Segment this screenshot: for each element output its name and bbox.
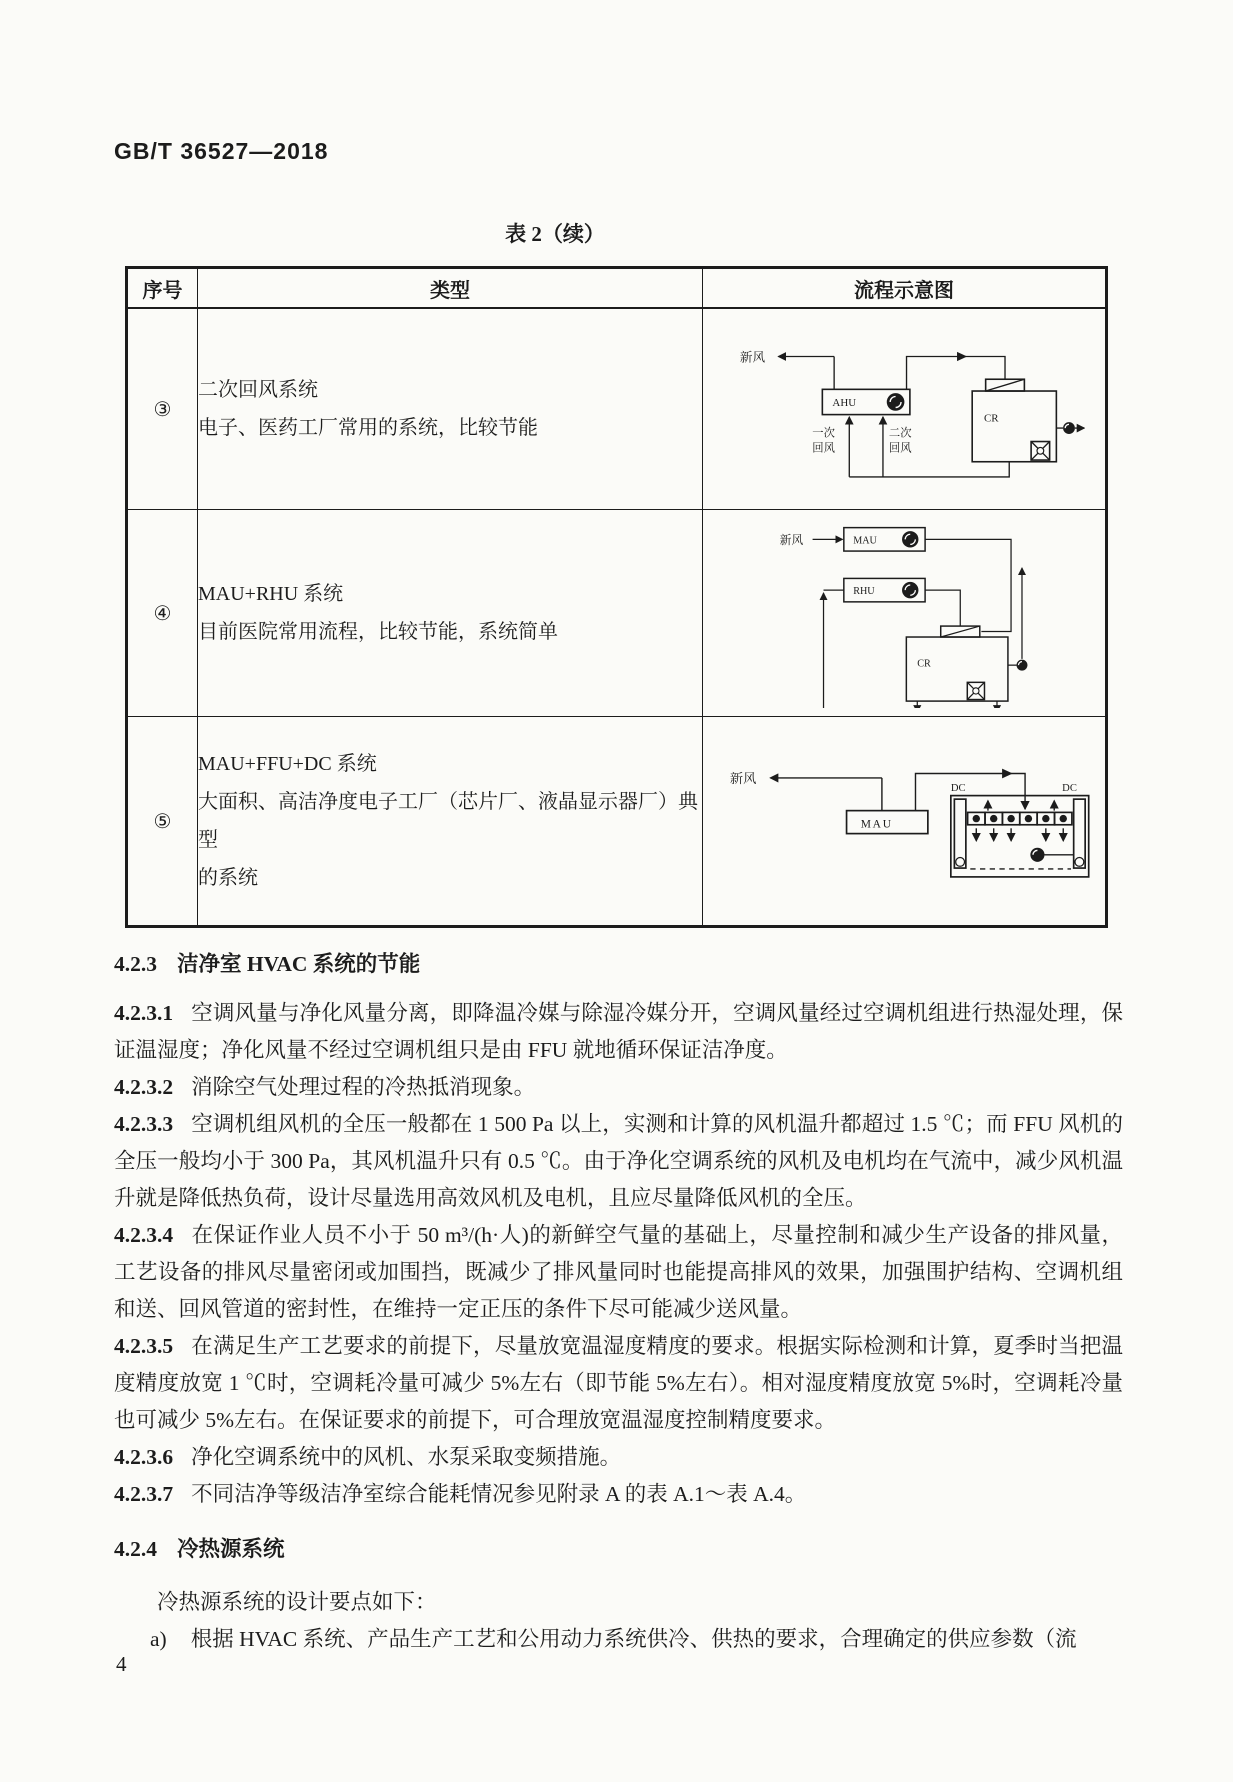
clause-4-2-3-2 [114,1069,1123,1106]
axial-fan-icon [1031,441,1050,460]
dry-coil-label-left: DC [950,783,966,795]
clause-number: 4.2.3.3 [114,1112,174,1136]
diagram-cell [703,717,1107,927]
standard-code: GB/T 36527—2018 [114,138,329,164]
row-number: ⑤ [127,717,198,927]
clause-heading-4-2-4 [114,1531,1123,1568]
clause-heading-4-2-3 [114,946,1123,983]
fan-icon [902,531,918,547]
primary-return-label-line2: 回风 [812,442,835,455]
mau-ffu-dc-diagram [714,747,1094,888]
table-header-row [127,268,1107,309]
clause-title: 冷热源系统 [177,1537,285,1561]
cleanroom-label: CR [917,659,931,671]
table-row [127,510,1107,717]
type-cell [198,510,703,717]
clause-4-2-3-7 [114,1476,1123,1513]
fan-icon [887,393,905,411]
primary-return-label-line1: 一次 [812,427,835,440]
clause-4-2-3-4 [114,1217,1123,1328]
clause-text: 消除空气处理过程的冷热抵消现象。 [191,1075,536,1099]
clause-number: 4.2.4 [114,1537,157,1561]
type-title: 二次回风系统 [198,379,318,401]
column-header-flow-diagram: 流程示意图 [703,268,1107,309]
clause-text: 净化空调系统中的风机、水泵采取变频措施。 [191,1445,622,1469]
clause-4-2-3-5 [114,1328,1123,1439]
exhaust-fan-icon [1017,660,1028,671]
clause-4-2-3-1 [114,995,1123,1069]
type-desc: 电子、医药工厂常用的系统，比较节能 [198,417,538,439]
duct-lines [779,356,1085,476]
system-type-table [125,266,1108,928]
row-number: ③ [127,308,198,510]
type-desc: 目前医院常用流程，比较节能，系统简单 [198,621,558,643]
type-title: MAU+FFU+DC 系统 [198,753,377,775]
recirculation-fan-icon [1030,848,1044,862]
ahu-label: AHU [832,396,857,409]
clause-number: 4.2.3.7 [114,1482,174,1506]
intro-line: 冷热源系统的设计要点如下： [157,1590,437,1614]
type-title: MAU+RHU 系统 [198,583,344,605]
table-row [127,308,1107,510]
exhaust-fan-icon [1063,422,1075,434]
fresh-air-label: 新风 [729,771,757,787]
cleanroom-label: CR [983,412,999,425]
clause-text: 空调机组风机的全压一般都在 1 500 Pa 以上，实测和计算的风机温升都超过 1.5 ℃；而 FFU 风机的全压一般均小于 300 Pa，其风机温升只有 0.5 ℃。由于净化空调系统的风机及电机均在气流中，减少风机温升就是降低热负荷，设计尽量选用高效风机及电机，且应尽量降低风机的全压。 [114,1112,1123,1210]
type-desc: 的系统 [198,867,258,889]
flow-arrow [957,352,967,361]
list-item-a [114,1621,1123,1658]
body-text [114,946,1123,1658]
table-row [127,717,1107,927]
type-desc: 大面积、高洁净度电子工厂（芯片厂、液晶显示器厂）典型 [198,791,698,851]
clause-number: 4.2.3.5 [114,1334,174,1358]
filter-icon [986,379,1025,391]
clause-text: 空调风量与净化风量分离，即降温冷媒与除湿冷媒分开，空调风量经过空调机组进行热湿处理，保证温湿度；净化风量不经过空调机组只是由 FFU 就地循环保证洁净度。 [114,1001,1123,1062]
dry-coil-label-right: DC [1062,783,1077,795]
page-number: 4 [116,1652,127,1676]
clause-text: 不同洁净等级洁净室综合能耗情况参见附录 A 的表 A.1～表 A.4。 [191,1482,807,1506]
axial-fan-icon [967,683,984,700]
list-item-text: 根据 HVAC 系统、产品生产工艺和公用动力系统供冷、供热的要求，合理确定的供应参数（流 [190,1627,1077,1651]
dry-coil-right [1074,799,1085,868]
mau-rhu-diagram [736,512,1072,707]
diagram-cell [703,308,1107,510]
column-header-no: 序号 [127,268,198,309]
clause-text: 在保证作业人员不小于 50 m³/(h·人)的新鲜空气量的基础上，尽量控制和减少生产设备的排风量，工艺设备的排风尽量密闭或加围挡，既减少了排风量同时也能提高排风的效果，加强围护结构、空调机组和送、回风管道的密封性，在维持一定正压的条件下尽可能减少送风量。 [114,1223,1123,1321]
rhu-label: RHU [853,586,875,598]
clause-number: 4.2.3.6 [114,1445,174,1469]
duct-lines [813,540,1022,708]
diagram-cell [703,510,1107,717]
clause-number: 4.2.3 [114,952,157,976]
mau-label: MAU [860,818,893,831]
filter-icon [941,626,980,637]
secondary-return-label-line1: 二次 [888,427,912,440]
ffu-ceiling [968,813,1072,825]
duct-lines [771,774,1074,855]
list-item-marker: a) [150,1627,167,1651]
table-caption: 表 2（续） [505,222,605,246]
clause-4-2-3-3 [114,1106,1123,1217]
column-header-type: 类型 [198,268,703,309]
dry-coil-left [954,799,965,868]
fresh-air-label: 新风 [779,534,804,548]
clause-number: 4.2.3.2 [114,1075,174,1099]
type-cell [198,717,703,927]
fresh-air-label: 新风 [739,350,766,365]
flow-arrow [1002,769,1013,779]
row-number: ④ [127,510,198,717]
secondary-return-diagram [723,322,1085,490]
clause-number: 4.2.3.1 [114,1001,174,1025]
clause-text: 在满足生产工艺要求的前提下，尽量放宽温湿度精度的要求。根据实际检测和计算，夏季时当把温度精度放宽 1 ℃时，空调耗冷量可减少 5%左右（即节能 5%左右）。相对湿度精度放宽 5%时，空调耗冷量也可减少 5%左右。在保证要求的前提下，可合理放宽温湿度控制精度要求。 [114,1334,1123,1432]
secondary-return-label-line2: 回风 [888,442,912,455]
cleanroom-box [951,796,1089,877]
mau-label: MAU [853,535,877,547]
clause-number: 4.2.3.4 [114,1223,174,1247]
fan-icon [902,582,918,598]
clause-title: 洁净室 HVAC 系统的节能 [177,952,421,976]
clause-4-2-3-6 [114,1439,1123,1476]
type-cell [198,308,703,510]
